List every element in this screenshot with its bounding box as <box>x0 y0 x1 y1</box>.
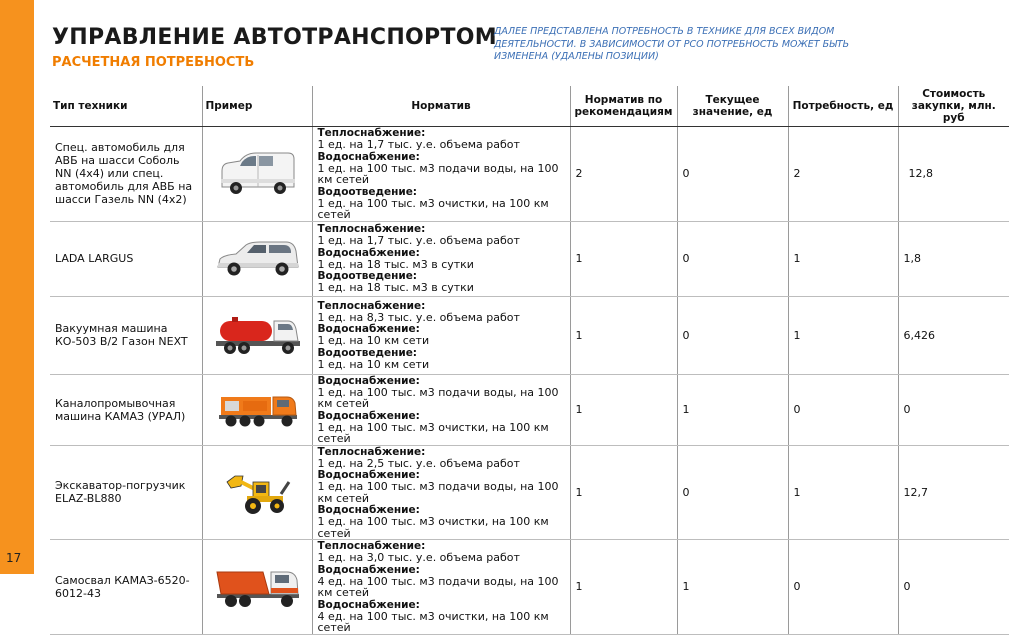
current-value: 1 <box>677 540 788 635</box>
need-value: 0 <box>788 374 898 445</box>
vacuum-truck-icon <box>212 311 304 359</box>
norm-list: Теплоснабжение: 1 ед. на 1,7 тыс. у.е. объема работ Водоснабжение: 1 ед. на 18 тыс. м3 в сутки Водоотведение: 1 ед. на 18 тыс. м3 в сутки <box>312 221 570 296</box>
norm-list: Теплоснабжение: 1 ед. на 2,5 тыс. у.е. объема работ Водоснабжение: 1 ед. на 100 тыс. м3 подачи воды, на 100 км сетей Водоснабжение: 1 ед. на 100 тыс. м3 очистки, на 100 км сетей <box>312 445 570 540</box>
cost-value: 0 <box>898 540 1009 635</box>
need-value: 2 <box>788 127 898 222</box>
table-row <box>50 374 1009 445</box>
white-van-icon <box>216 149 300 199</box>
vehicle-table <box>50 86 1009 635</box>
table-row <box>50 540 1009 635</box>
vehicle-type: Экскаватор-погрузчик ELAZ-BL880 <box>50 445 202 540</box>
cost-value: 0 <box>898 374 1009 445</box>
info-note: ДАЛЕЕ ПРЕДСТАВЛЕНА ПОТРЕБНОСТЬ В ТЕХНИКЕ ДЛЯ ВСЕХ ВИДОМ ДЕЯТЕЛЬНОСТИ. В ЗАВИСИМОСТИ ОТ РСО ПОТРЕБНОСТЬ МОЖЕТ БЫТЬ ИЗМЕНЕНА (УДАЛЕНЫ ПОЗИЦИИ) <box>494 26 850 62</box>
vehicle-type: Спец. автомобиль для АВБ на шасси Соболь NN (4х4) или спец. автомобиль для АВБ на шасси Газель NN (4х2) <box>50 127 202 222</box>
col-type: Тип техники <box>50 86 202 127</box>
norm-list: Теплоснабжение: 1 ед. на 1,7 тыс. у.е. объема работ Водоснабжение: 1 ед. на 100 тыс. м3 подачи воды, на 100 км сетей Водоотведение: 1 ед. на 100 тыс. м3 очистки, на 100 км сетей <box>312 127 570 222</box>
loader-icon <box>223 468 293 516</box>
vehicle-type: Вакуумная машина КО-503 В/2 Газон NEXT <box>50 296 202 374</box>
page-number: 17 <box>6 551 22 565</box>
norm-list: Теплоснабжение: 1 ед. на 3,0 тыс. у.е. объема работ Водоснабжение: 4 ед. на 100 тыс. м3 подачи воды, на 100 км сетей Водоснабжение: 4 ед. на 100 тыс. м3 очистки, на 100 км сетей <box>312 540 570 635</box>
table-header-row <box>50 86 1009 127</box>
need-value: 1 <box>788 445 898 540</box>
col-cost: Стоимость закупки, млн. руб <box>898 86 1009 127</box>
need-value: 0 <box>788 540 898 635</box>
vehicle-type: LADA LARGUS <box>50 221 202 296</box>
norm-list: Теплоснабжение: 1 ед. на 8,3 тыс. у.е. объема работ Водоснабжение: 1 ед. на 10 км сети Водоотведение: 1 ед. на 10 км сети <box>312 296 570 374</box>
col-example: Пример <box>202 86 312 127</box>
current-value: 1 <box>677 374 788 445</box>
need-value: 1 <box>788 221 898 296</box>
norm-rec-value: 1 <box>570 540 677 635</box>
current-value: 0 <box>677 445 788 540</box>
col-current: Текущее значение, ед <box>677 86 788 127</box>
need-value: 1 <box>788 296 898 374</box>
vehicle-type: Каналопромывочная машина КАМАЗ (УРАЛ) <box>50 374 202 445</box>
col-norm: Норматив <box>312 86 570 127</box>
table-row <box>50 445 1009 540</box>
norm-rec-value: 1 <box>570 445 677 540</box>
cost-value: 1,8 <box>898 221 1009 296</box>
page-subtitle: РАСЧЕТНАЯ ПОТРЕБНОСТЬ <box>52 55 255 70</box>
orange-sidebar <box>0 0 34 574</box>
col-need: Потребность, ед <box>788 86 898 127</box>
norm-rec-value: 1 <box>570 374 677 445</box>
norm-list: Водоснабжение: 1 ед. на 100 тыс. м3 подачи воды, на 100 км сетей Водоснабжение: 1 ед. на 100 тыс. м3 очистки, на 100 км сетей <box>312 374 570 445</box>
page-title: УПРАВЛЕНИЕ АВТОТРАНСПОРТОМ <box>52 25 497 50</box>
table-row <box>50 296 1009 374</box>
table-row <box>50 127 1009 222</box>
vehicle-type: Самосвал КАМАЗ-6520-6012-43 <box>50 540 202 635</box>
car-icon <box>214 237 302 281</box>
current-value: 0 <box>677 296 788 374</box>
norm-rec-value: 1 <box>570 221 677 296</box>
norm-rec-value: 1 <box>570 296 677 374</box>
dump-truck-icon <box>213 562 303 612</box>
flushing-truck-icon <box>215 389 301 431</box>
cost-value: 6,426 <box>898 296 1009 374</box>
cost-value: 12,8 <box>898 127 1009 222</box>
cost-value: 12,7 <box>898 445 1009 540</box>
table-row <box>50 221 1009 296</box>
col-norm-rec: Норматив по рекомендациям <box>570 86 677 127</box>
current-value: 0 <box>677 127 788 222</box>
current-value: 0 <box>677 221 788 296</box>
norm-rec-value: 2 <box>570 127 677 222</box>
